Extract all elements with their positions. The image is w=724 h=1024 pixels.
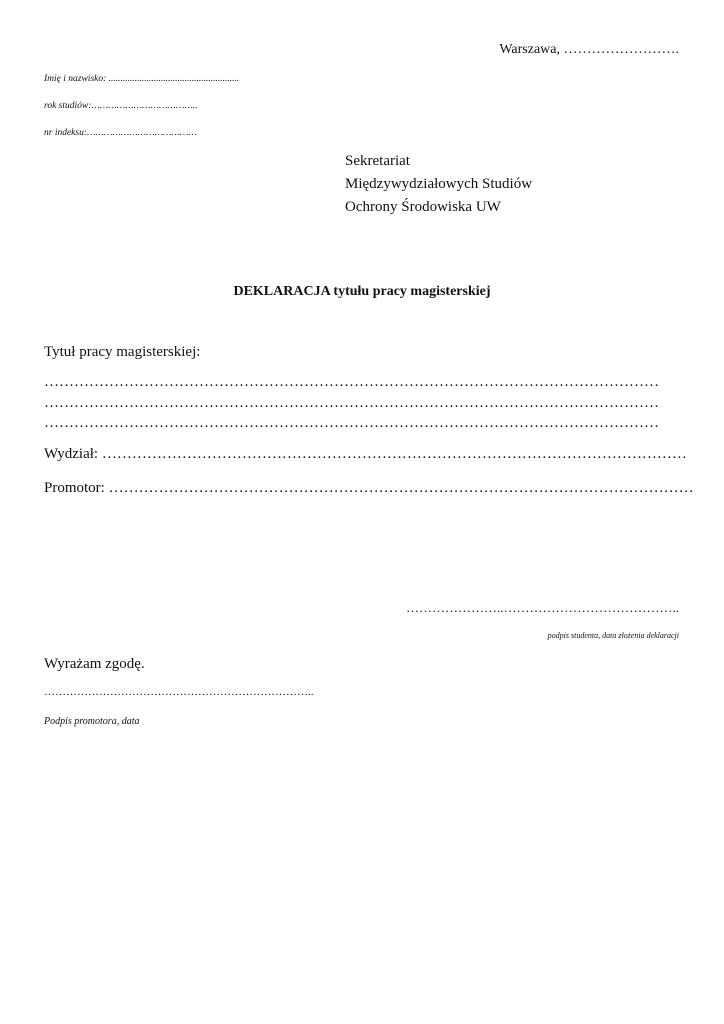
city-date-line: Warszawa, ……………………. [499,42,679,57]
addressee-line-1: Sekretariat [345,153,410,169]
thesis-title-line-3: …………………………………………………………………………………………………………… [44,415,659,431]
student-signature-caption: podpis studenta, data złożenia deklaracji [547,631,679,640]
thesis-title-line-1: …………………………………………………………………………………………………………… [44,374,659,390]
supervisor-signature-caption: Podpis promotora, data [44,716,140,727]
addressee-line-3: Ochrony Środowiska UW [345,199,501,215]
addressee-block [345,150,532,219]
thesis-title-line-2: …………………………………………………………………………………………………………… [44,395,659,411]
faculty-field: Wydział: ……………………………………………………………………………………………………… [44,446,687,462]
study-year-field: rok studiów:……………………………….. [44,101,198,111]
index-number-field: nr indeksu:………………………………… [44,128,197,138]
document-title: DEKLARACJA tytułu pracy magisterskiej [233,284,491,299]
consent-statement: Wyrażam zgodę. [44,656,145,672]
thesis-title-label: Tytuł pracy magisterskiej: [44,344,201,360]
student-signature-line: …………………..………………………………….. [406,600,679,615]
student-name-field: Imię i nazwisko: ....................................................... [44,74,240,84]
supervisor-field: Promotor: ……………………………………………………………………………………………………… [44,480,694,496]
addressee-line-2: Międzywydziałowych Studiów [345,176,533,192]
supervisor-signature-line: ……………………………………………………………….. [44,686,314,698]
